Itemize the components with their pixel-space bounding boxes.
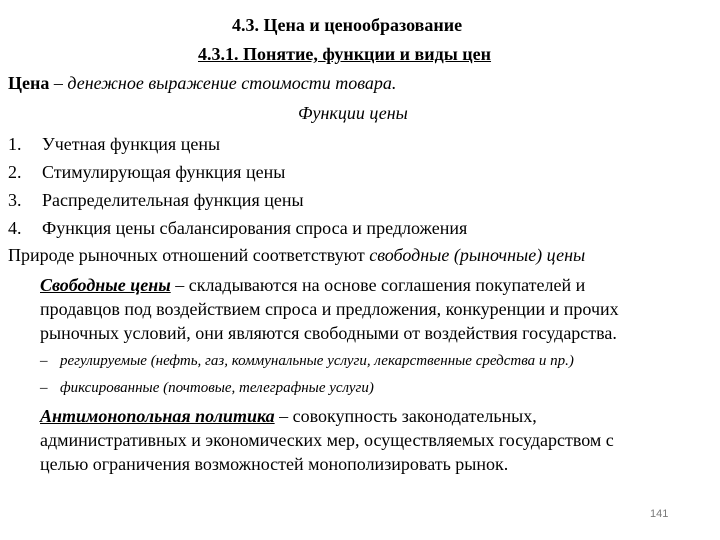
definition-sep: –: [49, 73, 68, 93]
market-text: Природе рыночных отношений соответствуют: [8, 245, 370, 265]
section-heading: 4.3. Цена и ценообразование: [232, 15, 463, 35]
function-item-num: 4.: [8, 218, 22, 238]
price-definition: [8, 72, 396, 94]
free-prices-text: – складываются на основе соглашения покупателей и: [170, 275, 586, 295]
function-item: [8, 189, 304, 211]
function-item-text: Функция цены сбалансирования спроса и предложения: [42, 218, 468, 238]
function-item-text: Стимулирующая функция цены: [42, 162, 286, 182]
antimonopoly-line-1: [40, 405, 537, 427]
market-prices-line: [8, 244, 585, 266]
antimonopoly-text: – совокупность законодательных,: [274, 406, 537, 426]
function-item-num: 3.: [8, 190, 22, 210]
function-item: [8, 161, 285, 183]
dash-mark: –: [40, 380, 48, 396]
market-emph: свободные (рыночные) цены: [369, 245, 586, 265]
subsection-heading: 4.3.1. Понятие, функции и виды цен: [198, 44, 492, 64]
definition-term: Цена: [8, 73, 50, 93]
function-item-text: Распределительная функция цены: [42, 190, 304, 210]
function-item-num: 2.: [8, 162, 22, 182]
definition-text: денежное выражение стоимости товара.: [67, 73, 397, 93]
regulated-item: [40, 350, 574, 372]
regulated-text: фиксированные (почтовые, телеграфные услуги): [60, 380, 374, 396]
free-prices-line-2: продавцов под воздействием спроса и предложения, конкуренции и прочих: [40, 299, 619, 319]
page-number: 141: [650, 508, 669, 520]
free-prices-term: Свободные цены: [40, 275, 171, 295]
regulated-text: регулируемые (нефть, газ, коммунальные услуги, лекарственные средства и пр.): [60, 353, 574, 369]
antimonopoly-line-3: целью ограничения возможностей монополизировать рынок.: [40, 454, 509, 474]
antimonopoly-term: Антимонопольная политика: [40, 406, 275, 426]
regulated-item: [40, 377, 374, 399]
free-prices-line-3: рыночных условий, они являются свободными от воздействия государства.: [40, 323, 617, 343]
functions-title: Функции цены: [298, 103, 408, 123]
function-item-num: 1.: [8, 134, 22, 154]
function-item-text: Учетная функция цены: [42, 134, 221, 154]
dash-mark: –: [40, 353, 48, 369]
function-item: [8, 133, 220, 155]
free-prices-line-1: [40, 274, 585, 296]
antimonopoly-line-2: административных и экономических мер, осуществляемых государством с: [40, 430, 614, 450]
function-item: [8, 217, 467, 239]
